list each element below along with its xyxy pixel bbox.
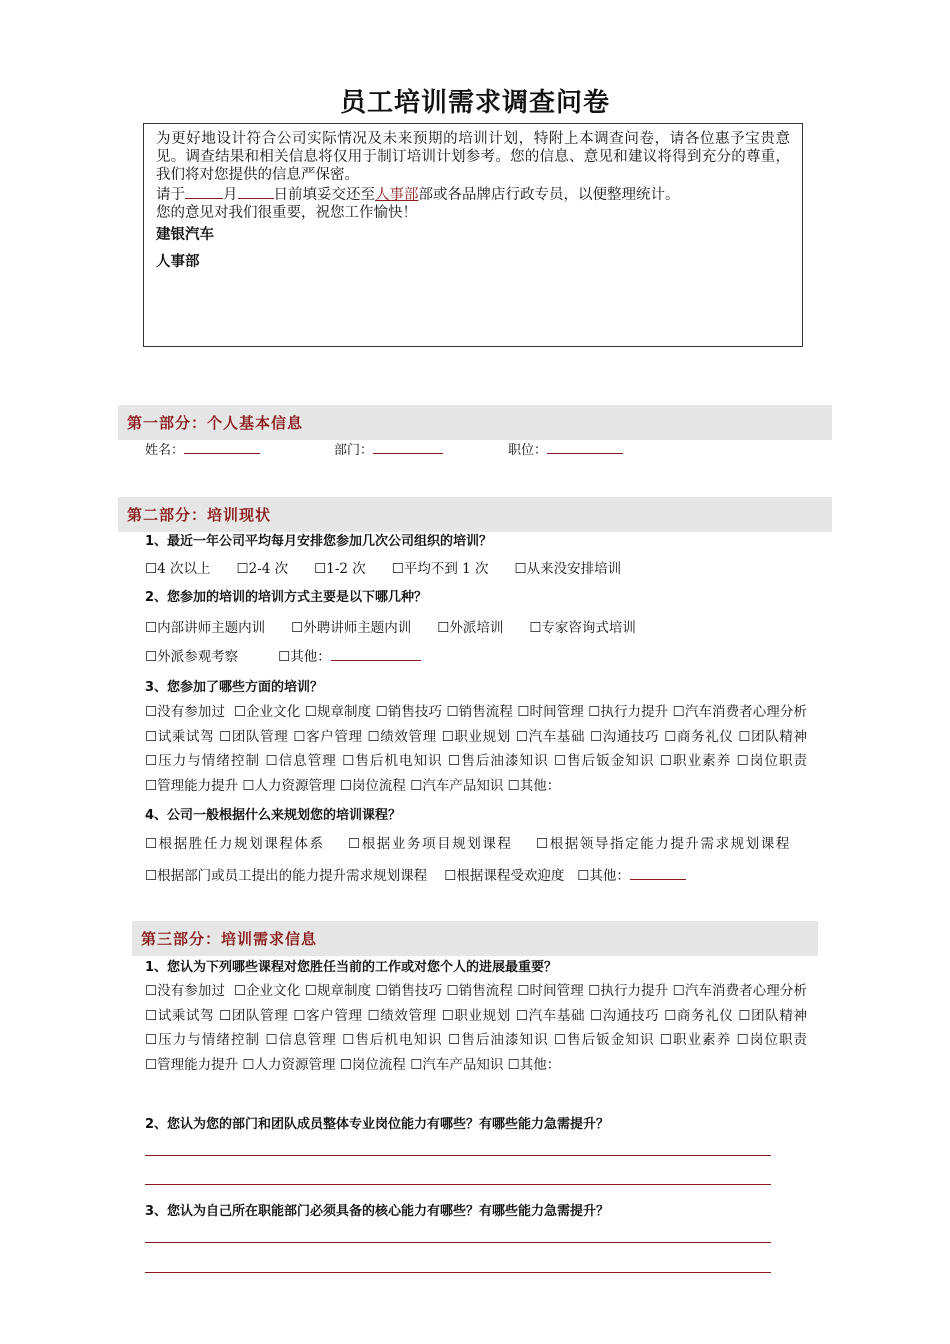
checkbox-option[interactable]: ☐规章制度 (304, 704, 372, 720)
checkbox-option[interactable]: ☐根据部门或员工提出的能力提升需求规划课程 (145, 868, 428, 884)
checkbox-option[interactable]: ☐信息管理 (265, 1032, 337, 1048)
thanks-line: 您的意见对我们很重要，祝您工作愉快！ (156, 205, 417, 221)
checkbox-option[interactable]: ☐销售技巧 (375, 704, 443, 720)
checkbox-option[interactable]: ☐试乘试驾 (145, 728, 215, 745)
deadline-month: 月 (223, 187, 238, 203)
part2-q2-options-row2 (145, 645, 447, 665)
part2-q3: 3、您参加了哪些方面的培训？ (145, 680, 324, 695)
dept-field (334, 439, 443, 458)
checkbox-option[interactable]: ☐信息管理 (265, 753, 337, 769)
checkbox-option[interactable]: ☐绩效管理 (367, 1007, 437, 1024)
checkbox-option[interactable]: ☐根据领导指定能力提升需求规划课程 (536, 836, 791, 852)
checkbox-option[interactable]: ☐1-2 次 (314, 561, 366, 577)
deadline-suffix: 部或各品牌店行政专员，以便整理统计。 (418, 187, 680, 203)
checkbox-option[interactable]: ☐岗位职责 (736, 1032, 808, 1048)
checkbox-option[interactable]: ☐人力资源管理 (242, 777, 336, 794)
name-label: 姓名： (145, 443, 185, 458)
checkbox-option[interactable]: ☐执行力提升 (588, 704, 669, 720)
checkbox-option[interactable]: ☐沟通技巧 (590, 1007, 660, 1024)
intro-box (143, 123, 803, 347)
checkbox-option[interactable]: ☐团队管理 (219, 728, 289, 745)
checkbox-option[interactable]: ☐团队精神 (738, 1007, 807, 1024)
checkbox-option[interactable]: ☐其他： (577, 868, 630, 884)
checkbox-option[interactable]: ☐企业文化 (233, 704, 301, 720)
checkbox-option[interactable]: ☐汽车产品知识 (410, 1056, 504, 1073)
position-field (508, 439, 623, 458)
deadline-dept: 人事部 (375, 187, 419, 203)
position-label: 职位： (508, 443, 548, 458)
checkbox-option[interactable]: ☐根据业务项目规划课程 (348, 836, 513, 852)
checkbox-option[interactable]: ☐外派参观考察 (145, 649, 239, 665)
checkbox-option[interactable]: ☐团队管理 (219, 1007, 289, 1024)
checkbox-option[interactable]: ☐规章制度 (304, 983, 372, 999)
checkbox-option[interactable]: ☐客户管理 (293, 1007, 363, 1024)
checkbox-option[interactable]: ☐售后机电知识 (342, 753, 443, 769)
checkbox-option[interactable]: ☐没有参加过 (145, 704, 226, 720)
checkbox-option[interactable]: ☐岗位流程 (339, 777, 406, 794)
checkbox-option[interactable]: ☐销售流程 (446, 704, 513, 720)
checkbox-option[interactable]: ☐售后油漆知识 (448, 753, 549, 769)
checkbox-option[interactable]: ☐没有参加过 (145, 983, 226, 999)
checkbox-option[interactable]: ☐人力资源管理 (242, 1056, 336, 1073)
part2-q4: 4、公司一般根据什么来规划您的培训课程？ (145, 808, 402, 823)
checkbox-option[interactable]: ☐时间管理 (517, 983, 584, 999)
checkbox-option[interactable]: ☐平均不到 1 次 (391, 561, 489, 577)
deadline-day: 日前填妥交还至 (273, 187, 375, 203)
checkbox-option[interactable]: ☐汽车消费者心理分析 (672, 704, 807, 720)
part3-q3: 3、您认为自己所在职能部门必须具备的核心能力有哪些？有哪些能力急需提升？ (145, 1204, 610, 1219)
checkbox-option[interactable]: ☐外聘讲师主题内训 (291, 620, 412, 636)
other-input[interactable] (331, 646, 421, 661)
dept-name: 人事部 (156, 254, 200, 270)
part2-q2: 2、您参加的培训的培训方式主要是以下哪几种？ (145, 590, 428, 605)
checkbox-option[interactable]: ☐压力与情绪控制 (145, 1032, 261, 1048)
dept-input[interactable] (373, 439, 443, 454)
checkbox-option[interactable]: ☐企业文化 (233, 983, 301, 999)
month-blank[interactable] (185, 184, 223, 199)
checkbox-option[interactable]: ☐内部讲师主题内训 (145, 620, 266, 636)
position-input[interactable] (547, 439, 623, 454)
checkbox-option[interactable]: ☐试乘试驾 (145, 1007, 215, 1024)
checkbox-option[interactable]: ☐售后钣金知识 (554, 753, 655, 769)
checkbox-option[interactable]: ☐执行力提升 (588, 983, 669, 999)
checkbox-option[interactable]: ☐从来没安排培训 (514, 561, 622, 577)
deadline-line (156, 184, 790, 204)
checkbox-option[interactable]: ☐根据胜任力规划课程体系 (145, 836, 325, 852)
answer-line[interactable] (145, 1242, 771, 1243)
checkbox-option[interactable]: ☐其他： (507, 777, 561, 794)
name-field (145, 439, 260, 458)
checkbox-option[interactable]: ☐汽车产品知识 (410, 777, 504, 794)
part3-q1-options (145, 979, 807, 1077)
checkbox-option[interactable]: ☐2-4 次 (236, 561, 289, 577)
part2-q2-options-row1 (145, 616, 662, 636)
checkbox-option[interactable]: ☐管理能力提升 (145, 777, 239, 794)
checkbox-option[interactable]: ☐销售技巧 (375, 983, 443, 999)
checkbox-option[interactable]: ☐售后机电知识 (342, 1032, 443, 1048)
checkbox-option[interactable]: ☐绩效管理 (367, 728, 437, 745)
checkbox-option[interactable]: ☐根据课程受欢迎度 (444, 868, 565, 884)
checkbox-option[interactable]: ☐专家咨询式培训 (529, 620, 636, 636)
checkbox-option[interactable]: ☐职业规划 (441, 1007, 511, 1024)
other-input[interactable] (630, 865, 686, 880)
deadline-prefix: 请于 (156, 187, 185, 203)
checkbox-option[interactable]: ☐沟通技巧 (590, 728, 660, 745)
checkbox-option[interactable]: ☐汽车基础 (515, 1007, 586, 1024)
checkbox-option[interactable]: ☐汽车基础 (515, 728, 586, 745)
part2-q4-options (145, 828, 807, 892)
checkbox-option[interactable]: ☐职业素养 (659, 1032, 732, 1048)
checkbox-option[interactable]: ☐时间管理 (517, 704, 584, 720)
checkbox-option[interactable]: ☐职业素养 (659, 753, 732, 769)
intro-paragraph: 为更好地设计符合公司实际情况及未来预期的培训计划，特附上本调查问卷，请各位惠予宝贵意见。调查结果和相关信息将仅用于制订培训计划参考。您的信息、意见和建议将得到充分的尊重，我们将对您提供的信息严保密。 (156, 131, 790, 183)
dept-label: 部门： (334, 443, 374, 458)
checkbox-option[interactable]: ☐售后钣金知识 (554, 1032, 655, 1048)
checkbox-option[interactable]: ☐其他： (507, 1056, 561, 1073)
checkbox-option[interactable]: ☐商务礼仪 (664, 1007, 734, 1024)
part2-q3-options (145, 700, 807, 798)
company-name: 建银汽车 (156, 227, 214, 243)
part1-heading: 第一部分：个人基本信息 (118, 405, 832, 440)
part3-heading: 第三部分：培训需求信息 (132, 921, 818, 956)
checkbox-option[interactable]: ☐商务礼仪 (664, 728, 734, 745)
part2-q1-options (145, 557, 647, 577)
checkbox-option[interactable]: ☐管理能力提升 (145, 1056, 239, 1073)
checkbox-option[interactable]: ☐职业规划 (441, 728, 511, 745)
part2-heading: 第二部分：培训现状 (118, 497, 832, 532)
page-title: 员工培训需求调查问卷 (339, 88, 610, 118)
checkbox-option[interactable]: ☐岗位职责 (736, 753, 808, 769)
checkbox-option[interactable]: ☐4 次以上 (145, 561, 211, 577)
part3-q2: 2、您认为您的部门和团队成员整体专业岗位能力有哪些？有哪些能力急需提升？ (145, 1117, 610, 1132)
day-blank[interactable] (238, 184, 274, 199)
part2-q1: 1、最近一年公司平均每月安排您参加几次公司组织的培训？ (145, 534, 493, 549)
checkbox-option[interactable]: ☐外派培训 (437, 620, 504, 636)
answer-line[interactable] (145, 1272, 771, 1273)
checkbox-option[interactable]: ☐客户管理 (293, 728, 363, 745)
checkbox-option[interactable]: ☐压力与情绪控制 (145, 753, 261, 769)
answer-line[interactable] (145, 1155, 771, 1156)
checkbox-option[interactable]: ☐汽车消费者心理分析 (672, 983, 807, 999)
part3-q1: 1、您认为下列哪些课程对您胜任当前的工作或对您个人的进展最重要？ (145, 960, 558, 975)
checkbox-option[interactable]: ☐岗位流程 (339, 1056, 406, 1073)
name-input[interactable] (184, 439, 260, 454)
checkbox-option[interactable]: ☐团队精神 (738, 728, 807, 745)
checkbox-option[interactable]: ☐售后油漆知识 (448, 1032, 549, 1048)
checkbox-option[interactable]: ☐销售流程 (446, 983, 513, 999)
answer-line[interactable] (145, 1184, 771, 1185)
checkbox-option[interactable]: ☐其他： (278, 649, 331, 665)
